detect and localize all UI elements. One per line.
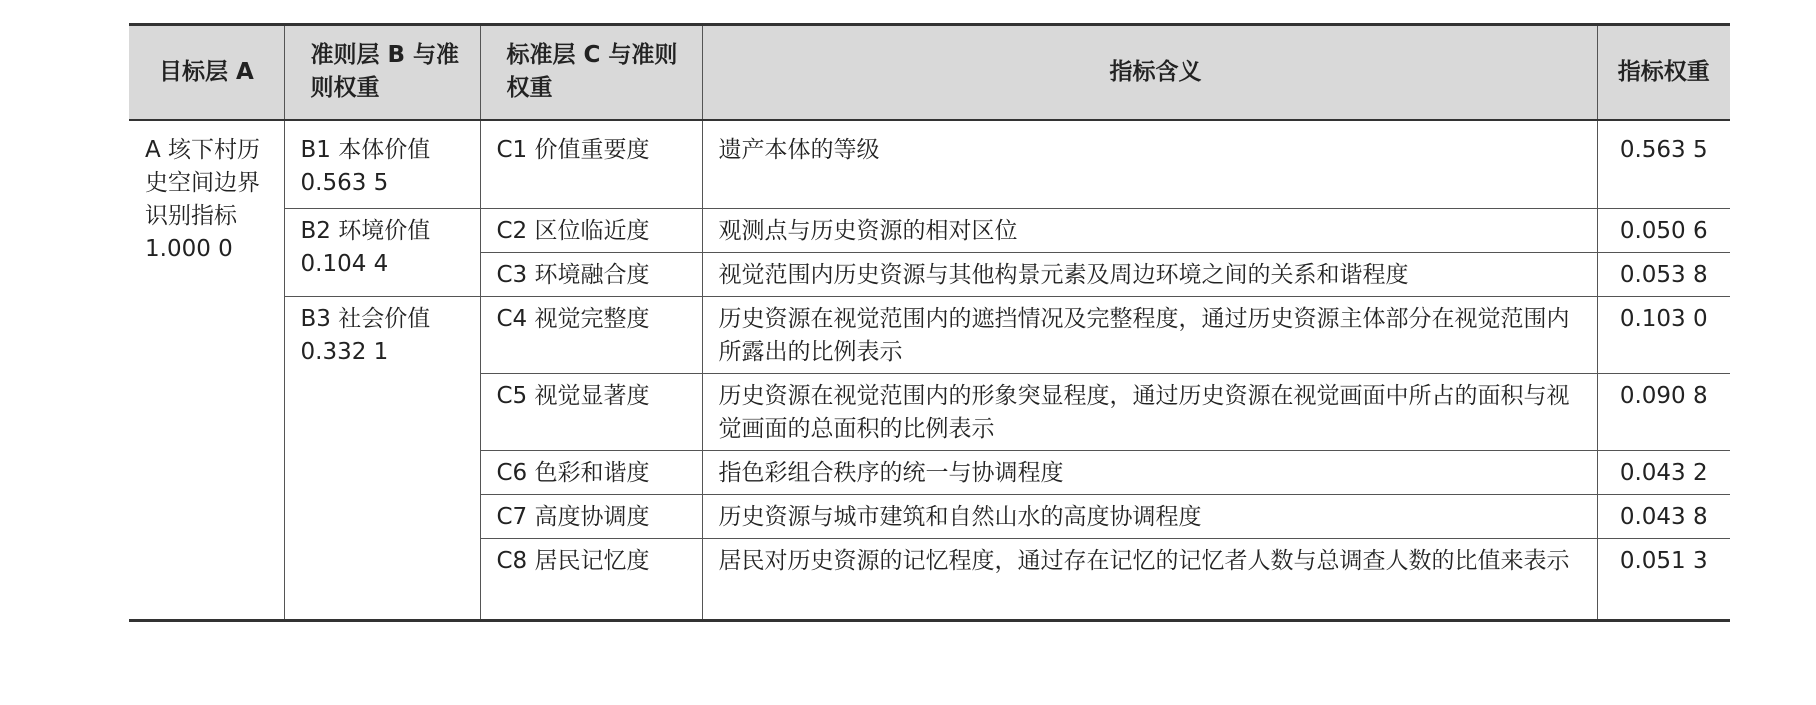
criterion-label: B1 本体价值 [300,136,431,163]
standard-cell: C3 环境融合度 [480,252,702,296]
indicator-weight-table [129,23,1730,622]
header-weight: 指标权重 [1597,25,1730,120]
table-row [129,120,1730,209]
standard-cell: C5 视觉显著度 [480,373,702,450]
standard-cell: C8 居民记忆度 [480,538,702,620]
weight-cell: 0.090 8 [1597,373,1730,450]
header-goal-layer: 目标层 A [129,25,284,120]
table-header [129,25,1730,120]
table-row [129,208,1730,252]
criterion-cell [284,120,480,209]
weight-cell: 0.050 6 [1597,208,1730,252]
standard-cell: C2 区位临近度 [480,208,702,252]
weight-cell: 0.043 8 [1597,494,1730,538]
criterion-weight: 0.563 5 [300,169,389,196]
header-meaning: 指标含义 [702,25,1597,120]
indicator-table-container [129,23,1730,622]
meaning-cell: 视觉范围内历史资源与其他构景元素及周边环境之间的关系和谐程度 [702,252,1597,296]
standard-cell: C4 视觉完整度 [480,296,702,373]
standard-cell: C7 高度协调度 [480,494,702,538]
meaning-cell: 历史资源在视觉范围内的形象突显程度，通过历史资源在视觉画面中所占的面积与视觉画面的总面积的比例表示 [702,373,1597,450]
weight-cell: 0.053 8 [1597,252,1730,296]
meaning-cell: 指色彩组合秩序的统一与协调程度 [702,450,1597,494]
weight-cell: 0.103 0 [1597,296,1730,373]
header-criterion-layer: 准则层 B 与准则权重 [284,25,480,120]
header-row [129,25,1730,120]
meaning-cell: 观测点与历史资源的相对区位 [702,208,1597,252]
criterion-weight: 0.332 1 [300,338,389,365]
criterion-weight: 0.104 4 [300,250,389,277]
criterion-label: B3 社会价值 [300,305,431,332]
meaning-cell: 历史资源与城市建筑和自然山水的高度协调程度 [702,494,1597,538]
weight-cell: 0.051 3 [1597,538,1730,620]
meaning-cell: 历史资源在视觉范围内的遮挡情况及完整程度，通过历史资源主体部分在视觉范围内所露出的比例表示 [702,296,1597,373]
header-standard-layer: 标准层 C 与准则权重 [480,25,702,120]
standard-cell: C1 价值重要度 [480,120,702,209]
goal-cell [129,120,284,621]
criterion-cell [284,296,480,620]
standard-cell: C6 色彩和谐度 [480,450,702,494]
goal-weight: 1.000 0 [145,235,233,262]
criterion-label: B2 环境价值 [300,217,431,244]
weight-cell: 0.043 2 [1597,450,1730,494]
table-row [129,296,1730,373]
criterion-cell [284,208,480,296]
weight-cell: 0.563 5 [1597,120,1730,209]
meaning-cell: 居民对历史资源的记忆程度，通过存在记忆的记忆者人数与总调查人数的比值来表示 [702,538,1597,620]
meaning-cell: 遗产本体的等级 [702,120,1597,209]
table-body [129,120,1730,621]
goal-label: A 垓下村历史空间边界识别指标 [145,136,261,229]
